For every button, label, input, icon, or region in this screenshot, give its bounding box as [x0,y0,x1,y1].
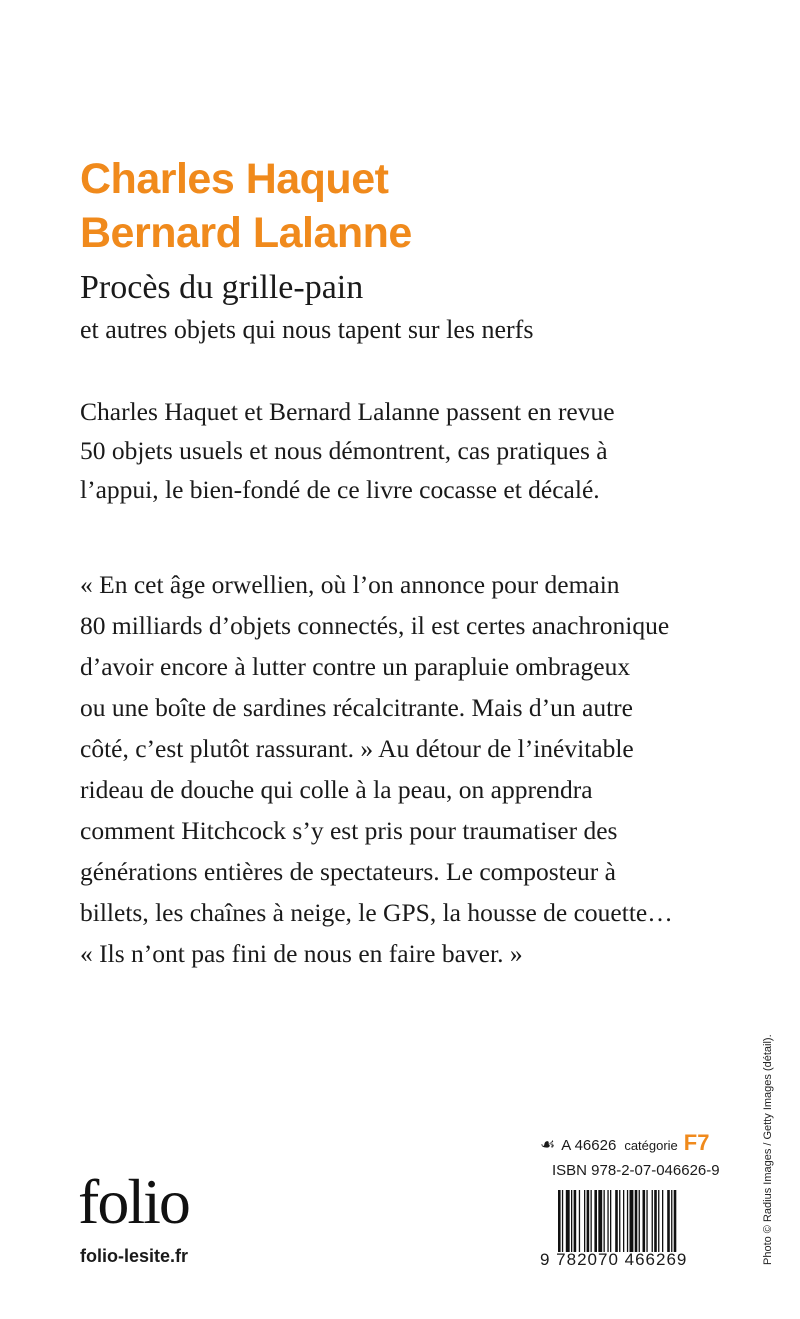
book-title: Procès du grille-pain [80,269,364,306]
quote-line: générations entières de spectateurs. Le composteur à [80,857,616,886]
quote-line: « Ils n’ont pas fini de nous en faire baver. » [80,939,523,968]
blurb-paragraph [80,392,740,509]
author-names [80,152,412,260]
barcode-icon [558,1190,718,1252]
book-subtitle: et autres objets qui nous tapent sur les nerfs [80,315,534,344]
barcode-digits: 9 782070 466269 [540,1250,688,1269]
author-1: Charles Haquet [80,155,389,203]
folio-logo: folio [78,1166,189,1237]
category-value: F7 [683,1130,710,1155]
quote-line: billets, les chaînes à neige, le GPS, la housse de couette… [80,898,673,927]
photo-credit: Photo © Radius Images / Getty Images (détail). [762,1034,774,1265]
quote-line: rideau de douche qui colle à la peau, on apprendra [80,775,593,804]
quote-line: comment Hitchcock s’y est pris pour traumatiser des [80,816,618,845]
blurb-line: Charles Haquet et Bernard Lalanne passent en revue [80,397,615,426]
quote-line: ou une boîte de sardines récalcitrante. Mais d’un autre [80,693,633,722]
isbn: ISBN 978-2-07-046626-9 [552,1162,720,1179]
author-2: Bernard Lalanne [80,209,412,257]
website-url: folio-lesite.fr [80,1246,189,1266]
quote-line: 80 milliards d’objets connectés, il est certes anachronique [80,611,670,640]
reference-row [540,1130,709,1156]
quote-line: « En cet âge orwellien, où l’on annonce pour demain [80,570,620,599]
gallimard-mark-icon: ☙ [540,1135,556,1154]
quote-line: d’avoir encore à lutter contre un parapluie ombrageux [80,652,631,681]
quote-paragraph [80,564,740,974]
blurb-line: l’appui, le bien-fondé de ce livre cocasse et décalé. [80,475,600,504]
blurb-line: 50 objets usuels et nous démontrent, cas pratiques à [80,436,608,465]
quote-line: côté, c’est plutôt rassurant. » Au détour de l’inévitable [80,734,634,763]
reference-code: A 46626 [561,1137,617,1154]
category-label: catégorie [624,1138,678,1153]
